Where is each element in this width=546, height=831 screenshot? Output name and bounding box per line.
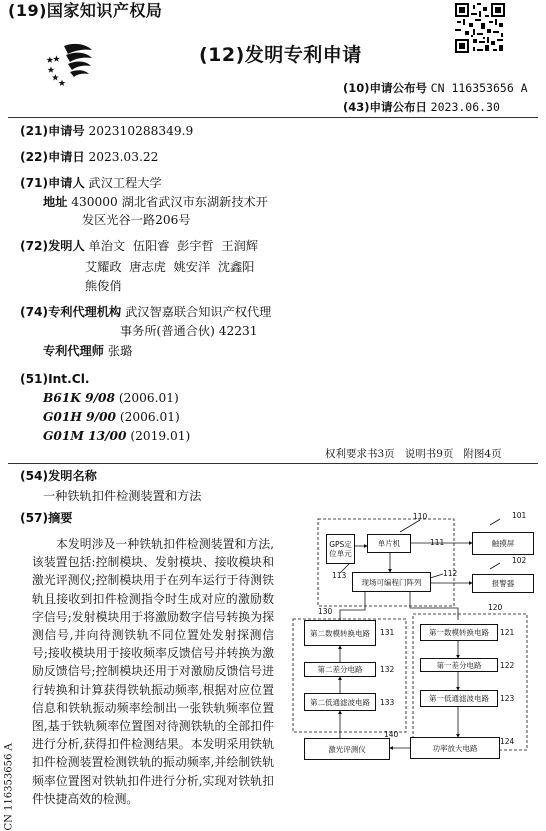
ref-121: 121 <box>500 628 515 637</box>
alarm-box: 报警器 <box>472 574 534 593</box>
publication-number-label: (10)申请公布号 <box>343 81 428 95</box>
agency-label: (74)专利代理机构 <box>20 305 122 319</box>
ipc-version: (2006.01) <box>119 410 180 424</box>
ref-123: 123 <box>500 694 515 703</box>
publication-date-label: (43)申请公布日 <box>343 100 428 114</box>
touchscreen-box: 触摸屏 <box>472 532 534 555</box>
applicant: 武汉工程大学 <box>88 176 162 190</box>
laser-tester-box: 激光评测仪 <box>304 738 390 760</box>
ipc-row-2 <box>43 409 180 426</box>
ref-140: 140 <box>384 730 399 739</box>
second-diff-box: 第二差分电路 <box>304 662 376 677</box>
header-divider <box>8 117 538 118</box>
ipc-code: G01H 9/00 <box>43 410 117 424</box>
application-number: 202310288349.9 <box>88 124 194 138</box>
gps-unit-box: GPS定位单元 <box>326 534 355 564</box>
address-row <box>43 194 268 211</box>
inventors-row <box>20 238 258 255</box>
title-label: (54)发明名称 <box>20 469 97 483</box>
publication-number-row <box>343 80 528 96</box>
application-number-row <box>20 123 193 140</box>
ref-113: 113 <box>332 571 347 580</box>
ref-111: 111 <box>430 538 445 547</box>
ref-120: 120 <box>488 603 503 612</box>
ipc-version: (2006.01) <box>118 391 179 405</box>
ref-102: 102 <box>512 556 527 565</box>
agency-line-1: 武汉智嘉联合知识产权代理 <box>125 305 272 319</box>
applicant-label: (71)申请人 <box>20 176 85 190</box>
publication-date: 2023.06.30 <box>430 100 500 114</box>
agent-row <box>43 343 132 360</box>
ref-122: 122 <box>500 661 515 670</box>
qr-code <box>455 3 505 53</box>
second-dac-box: 第二数模转换电路 <box>304 620 376 646</box>
application-date-label: (22)申请日 <box>20 150 85 164</box>
abstract-label: (57)摘要 <box>20 511 73 525</box>
mcu-box: 单片机 <box>367 534 411 553</box>
inventors-line-1: 单治文 伍阳睿 彭宇哲 王润辉 <box>88 239 259 253</box>
power-amp-box: 功率放大电路 <box>410 737 500 759</box>
ref-124: 124 <box>500 737 515 746</box>
side-publication-code: CN 116353656 A <box>3 743 15 831</box>
ipc-version: (2019.01) <box>130 429 191 443</box>
ipc-row-1 <box>43 390 179 407</box>
agent: 张璐 <box>107 344 133 358</box>
fpga-box: 现场可编程门阵列 <box>352 572 431 592</box>
invention-title: 一种铁轨扣件检测装置和方法 <box>43 489 202 503</box>
agency-line-2: 事务所(普通合伙) 42231 <box>120 324 258 338</box>
ref-101: 101 <box>512 511 527 520</box>
document-type: (12)发明专利申请 <box>199 44 362 66</box>
application-number-label: (21)申请号 <box>20 124 85 138</box>
ref-132: 132 <box>380 665 395 674</box>
first-diff-box: 第一差分电路 <box>420 658 498 672</box>
address-line-2: 发区光谷一路206号 <box>82 213 191 227</box>
office-name: (19)国家知识产权局 <box>8 1 163 20</box>
first-lpf-box: 第一低通滤波电路 <box>420 690 498 707</box>
ipc-row-3 <box>43 428 190 445</box>
abstract-text: 本发明涉及一种铁轨扣件检测装置和方法,该装置包括:控制模块、发射模块、接收模块和激光评测仪;控制模块用于在列车运行于待测铁轨且接收到扣件检测指令时生成对应的激励数字信号;发射模块用于将激励数字信号转换为探测信号,并向待测铁轨不同位置处发射探测信号;接收模块用于接收频率反馈信号并转换为激励反馈信号;控制模块还用于对激励反馈信号进行转换和计算获得铁轨振动频率,根据对应位置信息和铁轨振动频率绘制出一张铁轨频率位置图,基于铁轨频率位置图对待测铁轨的全部扣件进行分析,获得扣件检测结果。本发明采用铁轨扣件检测装置检测铁轨的振动频率,并绘制铁轨频率位置图对铁轨扣件进行分析,实现对铁轨扣件快捷高效的检测。 <box>32 537 274 806</box>
ref-130: 130 <box>318 607 333 616</box>
ref-112: 112 <box>443 569 458 578</box>
ipc-code: B61K 9/08 <box>43 391 115 405</box>
ref-110: 110 <box>413 512 428 521</box>
inventors-line-2: 艾耀政 唐志虎 姚安洋 沈鑫阳 <box>85 260 255 274</box>
address-label: 地址 <box>43 195 68 209</box>
address-line-1: 430000 湖北省武汉市东湖新技术开 <box>71 195 268 209</box>
inventors-line-3: 熊俊俏 <box>85 279 122 293</box>
inventors-label: (72)发明人 <box>20 239 85 253</box>
publication-date-row <box>343 99 500 115</box>
publication-number: CN 116353656 A <box>430 81 528 95</box>
agent-label: 专利代理师 <box>43 344 104 358</box>
ref-131: 131 <box>380 628 395 637</box>
ref-133: 133 <box>380 698 395 707</box>
applicant-row <box>20 175 162 192</box>
intcl-label: (51)Int.Cl. <box>20 372 90 386</box>
first-dac-box: 第一数模转换电路 <box>420 624 498 641</box>
biblio-divider <box>8 463 538 464</box>
application-date-row <box>20 149 158 166</box>
second-lpf-box: 第二低通滤波电路 <box>304 693 376 711</box>
page-counts: 权利要求书3页 说明书9页 附图4页 <box>325 448 502 460</box>
application-date: 2023.03.22 <box>88 150 159 164</box>
ipc-code: G01M 13/00 <box>43 429 127 443</box>
cnipa-logo <box>46 40 94 86</box>
agency-row <box>20 304 271 321</box>
